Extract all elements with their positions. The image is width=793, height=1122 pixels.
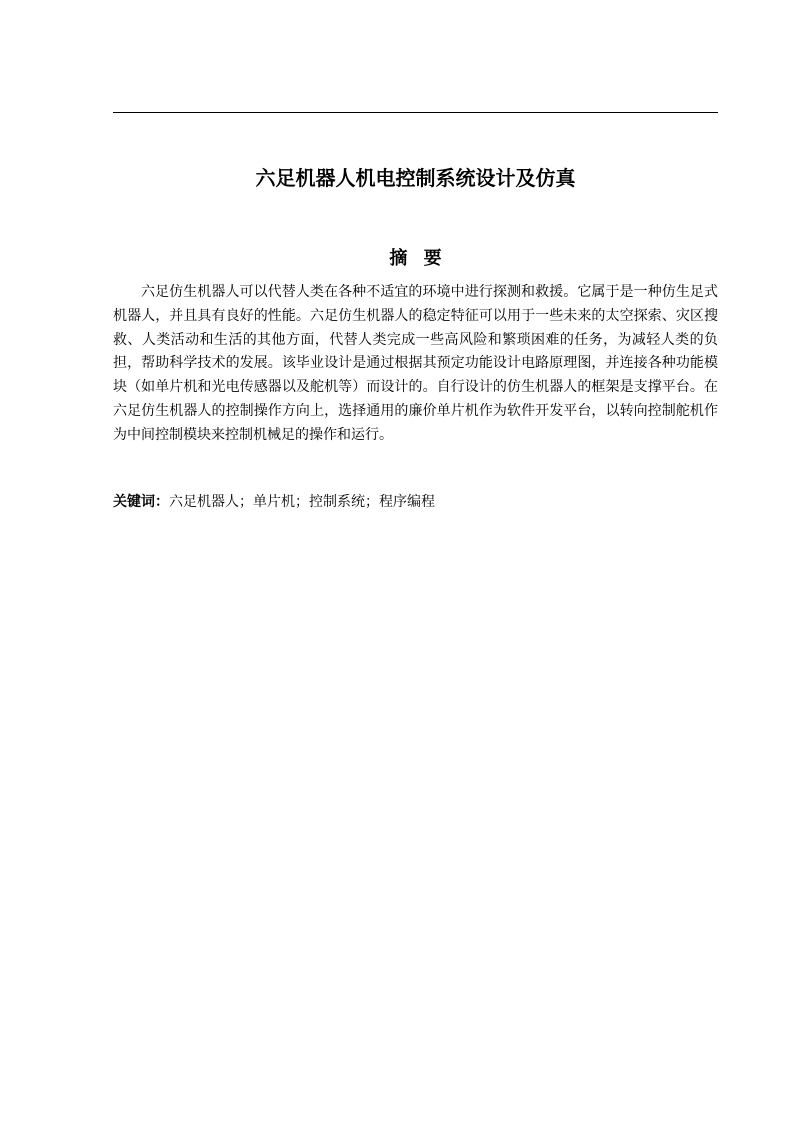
document-title: 六足机器人机电控制系统设计及仿真	[255, 166, 576, 190]
abstract-body: 六足仿生机器人可以代替人类在各种不适宜的环境中进行探测和救援。它属于是一种仿生足式机器人，并且具有良好的性能。六足仿生机器人的稳定特征可以用于一些未来的太空探索、灾区搜救、人类活动和生活的其他方面，代替人类完成一些高风险和繁琐困难的任务，为减轻人类的负担，帮助科学技术的发展。该毕业设计是通过根据其预定功能设计电路原理图，并连接各种功能模块（如单片机和光电传感器以及舵机等）而设计的。自行设计的仿生机器人的框架是支撑平台。在六足仿生机器人的控制操作方向上，选择通用的廉价单片机作为软件开发平台，以转向控制舵机作为中间控制模块来控制机械足的操作和运行。	[113, 284, 718, 443]
keywords-line	[113, 491, 718, 515]
keywords-value: 六足机器人；单片机；控制系统；程序编程	[169, 494, 435, 510]
keywords-label: 关键词：	[113, 494, 169, 510]
header-rule	[113, 112, 718, 113]
abstract-heading: 摘要	[389, 248, 458, 269]
